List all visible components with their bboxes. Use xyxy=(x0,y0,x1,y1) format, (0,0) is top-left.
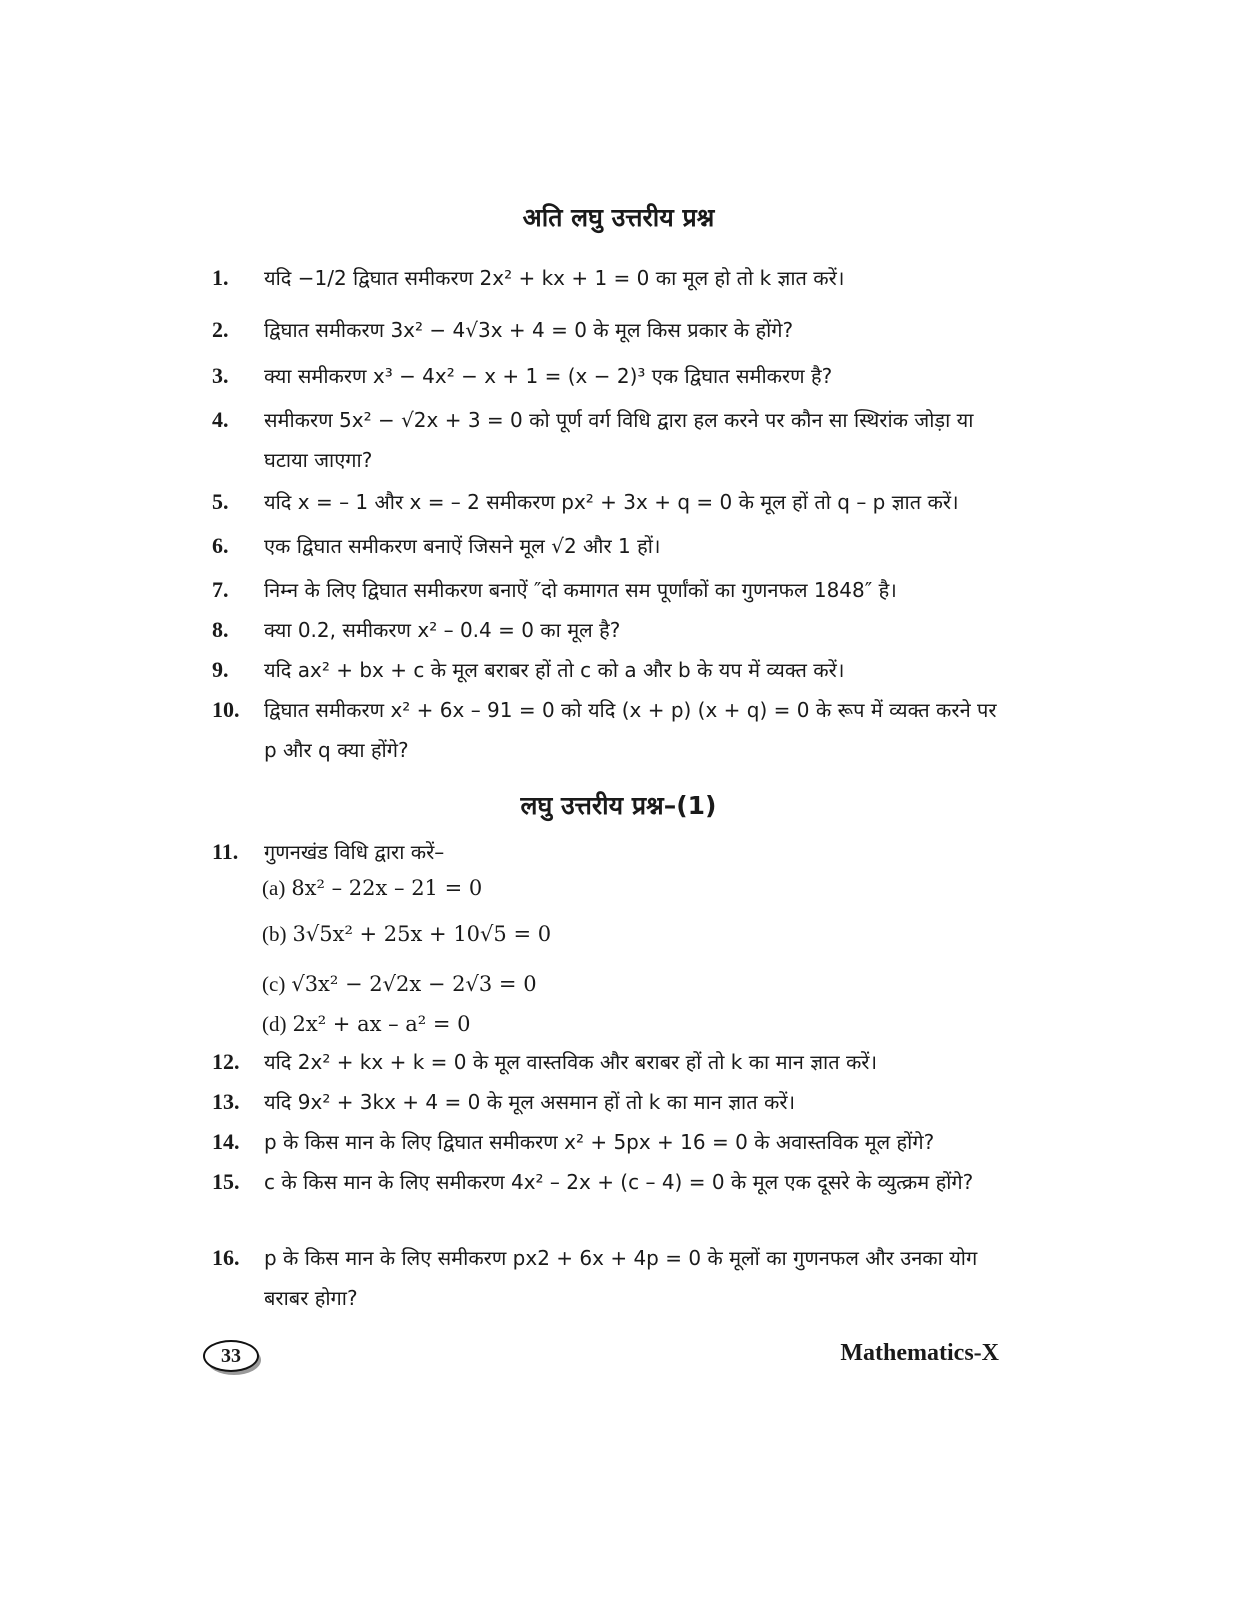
question-number: 4. xyxy=(212,407,229,432)
part-label: (b) xyxy=(262,922,287,946)
question-text: एक द्विघात समीकरण बनाऐं जिसने मूल √2 और 1 हों। xyxy=(264,534,661,558)
question-number: 8. xyxy=(212,617,229,642)
question-10 xyxy=(212,690,1012,770)
question-11 xyxy=(212,832,1012,872)
page-number-badge xyxy=(203,1340,261,1374)
question-11-part-b xyxy=(262,914,551,954)
question-12 xyxy=(212,1042,1012,1082)
question-text: क्या 0.2, समीकरण x² – 0.4 = 0 का मूल है? xyxy=(264,618,621,642)
part-equation: √3x² − 2√2x − 2√3 = 0 xyxy=(291,972,537,996)
question-8 xyxy=(212,610,1012,650)
question-16 xyxy=(212,1238,1012,1318)
question-15 xyxy=(212,1162,1012,1202)
question-number: 13. xyxy=(212,1089,240,1114)
question-number: 7. xyxy=(212,577,229,602)
question-4 xyxy=(212,400,1012,480)
question-number: 2. xyxy=(212,317,229,342)
question-text: यदि x = – 1 और x = – 2 समीकरण px² + 3x + q = 0 के मूल हों तो q – p ज्ञात करें। xyxy=(264,490,959,514)
question-1 xyxy=(212,258,1012,298)
question-text: द्विघात समीकरण 3x² − 4√3x + 4 = 0 के मूल किस प्रकार के होंगे? xyxy=(264,318,794,342)
book-title: Mathematics-X xyxy=(840,1340,999,1366)
part-label: (c) xyxy=(262,972,286,996)
question-number: 11. xyxy=(212,839,239,864)
question-text: यदि −1/2 द्विघात समीकरण 2x² + kx + 1 = 0 का मूल हो तो k ज्ञात करें। xyxy=(264,266,845,290)
section-heading-short: लघु उत्तरीय प्रश्न–(1) xyxy=(520,791,717,820)
question-7 xyxy=(212,570,1012,610)
page-number: 33 xyxy=(203,1340,259,1372)
question-text: c के किस मान के लिए समीकरण 4x² – 2x + (c – 4) = 0 के मूल एक दूसरे के व्युत्क्रम होंगे? xyxy=(264,1170,974,1194)
question-text: यदि ax² + bx + c के मूल बराबर हों तो c को a और b के यप में व्यक्त करें। xyxy=(264,658,845,682)
question-number: 9. xyxy=(212,657,229,682)
question-text: समीकरण 5x² − √2x + 3 = 0 को पूर्ण वर्ग विधि द्वारा हल करने पर कौन सा स्थिरांक जोड़ा या घटाया जाएगा? xyxy=(264,408,974,472)
question-text: निम्न के लिए द्विघात समीकरण बनाऐं ″दो कमागत सम पूर्णांकों का गुणनफल 1848″ है। xyxy=(264,578,897,602)
question-14 xyxy=(212,1122,1012,1162)
question-11-part-d xyxy=(262,1004,471,1044)
part-equation: 3√5x² + 25x + 10√5 = 0 xyxy=(292,922,552,946)
question-11-part-a xyxy=(262,868,482,908)
question-number: 1. xyxy=(212,265,229,290)
question-number: 6. xyxy=(212,533,229,558)
part-label: (d) xyxy=(262,1012,287,1036)
question-5 xyxy=(212,482,1012,522)
question-number: 5. xyxy=(212,489,229,514)
section-heading-very-short: अति लघु उत्तरीय प्रश्न xyxy=(522,203,715,232)
question-3 xyxy=(212,356,1012,396)
question-9 xyxy=(212,650,1012,690)
question-6 xyxy=(212,526,1012,566)
question-11-part-c xyxy=(262,964,537,1004)
question-2 xyxy=(212,310,1012,350)
part-equation: 2x² + ax – a² = 0 xyxy=(292,1012,471,1036)
question-text: गुणनखंड विधि द्वारा करें– xyxy=(264,840,445,864)
question-13 xyxy=(212,1082,1012,1122)
question-text: p के किस मान के लिए समीकरण px2 + 6x + 4p = 0 के मूलों का गुणनफल और उनका योग बराबर होगा? xyxy=(264,1246,978,1310)
question-number: 3. xyxy=(212,363,229,388)
question-text: द्विघात समीकरण x² + 6x – 91 = 0 को यदि (x + p) (x + q) = 0 के रूप में व्यक्त करने पर p और q क्या होंगे? xyxy=(264,698,997,762)
question-number: 10. xyxy=(212,697,240,722)
question-number: 15. xyxy=(212,1169,240,1194)
part-label: (a) xyxy=(262,876,286,900)
question-number: 12. xyxy=(212,1049,240,1074)
question-text: यदि 2x² + kx + k = 0 के मूल वास्तविक और बराबर हों तो k का मान ज्ञात करें। xyxy=(264,1050,878,1074)
part-equation: 8x² – 22x – 21 = 0 xyxy=(291,876,483,900)
question-text: p के किस मान के लिए द्विघात समीकरण x² + 5px + 16 = 0 के अवास्तविक मूल होंगे? xyxy=(264,1130,935,1154)
question-text: यदि 9x² + 3kx + 4 = 0 के मूल असमान हों तो k का मान ज्ञात करें। xyxy=(264,1090,796,1114)
question-number: 14. xyxy=(212,1129,240,1154)
question-text: क्या समीकरण x³ − 4x² − x + 1 = (x − 2)³ एक द्विघात समीकरण है? xyxy=(264,364,833,388)
question-number: 16. xyxy=(212,1245,240,1270)
